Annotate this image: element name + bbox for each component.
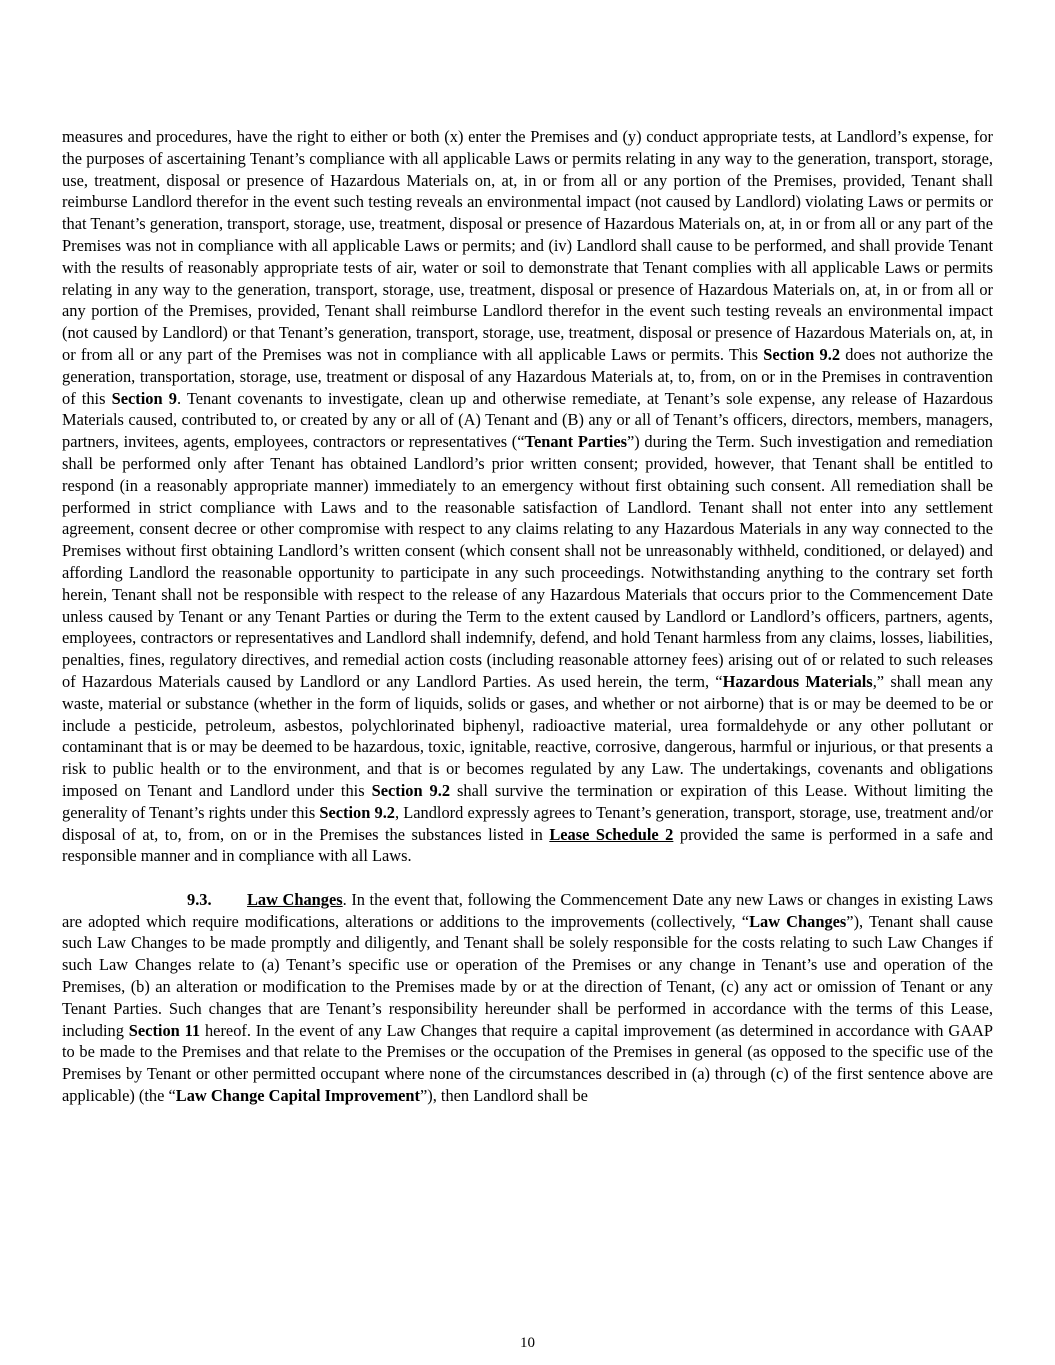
text-run: ”), then Landlord shall be bbox=[419, 1086, 588, 1106]
section-ref: Section 9 bbox=[111, 388, 177, 408]
defined-term: Law Changes bbox=[749, 911, 847, 931]
defined-term: Hazardous Materials bbox=[722, 671, 873, 691]
section-ref: Section 9.2 bbox=[371, 780, 451, 800]
text-run: . In the event that, following the Commencement Date any new Laws or changes in existing Laws are adopted which require modifications, alterations or additions to the improvements (collectively, “ bbox=[62, 889, 993, 931]
schedule-ref: Lease Schedule 2 bbox=[549, 824, 674, 844]
paragraph-9-2-continued bbox=[62, 126, 993, 867]
text-run: , Landlord expressly agrees to Tenant’s generation, transport, storage, use, treatment and/or disposal of at, to, from, on or in the Premises the substances listed in bbox=[62, 802, 994, 844]
text-run: does not authorize the generation, transportation, storage, use, treatment or disposal of any Hazardous Materials at, to, from, on or in the Premises in contravention of this bbox=[62, 344, 993, 408]
section-number: 9.3. bbox=[187, 889, 212, 909]
section-ref: Section 9.2 bbox=[763, 344, 841, 364]
text-run: ”) during the Term. Such investigation and remediation shall be performed only after Tenant has obtained Landlord’s prior written consent; provided, however, that Tenant shall be entitled to respond (in a reasonably appropriate manner) immediately to an emergency without first obtaining such consent. All remediation shall be performed in strict compliance with Laws and to the reasonable satisfaction of Landlord. Tenant shall not enter into any settlement agreement, consent decree or other compromise with respect to any claims relating to any Hazardous Materials in any way connected to the Premises without first obtaining Landlord’s written consent (which consent shall not be unreasonably withheld, conditioned, or delayed) and affording Landlord the reasonable opportunity to participate in any such proceedings. Notwithstanding anything to the contrary set forth herein, Tenant shall not be responsible with respect to the release of any Hazardous Materials that occurs prior to the Commencement Date unless caused by Tenant or any Tenant Parties or during the Term to the extent caused by Landlord or Landlord’s officers, partners, agents, employees, contractors or representatives and Landlord shall indemnify, defend, and hold Tenant harmless from any claims, losses, liabilities, penalties, fines, regulatory directives, and remedial action costs (including reasonable attorney fees) arising out of or related to such releases of Hazardous Materials caused by Landlord or any Landlord Parties. As used herein, the term, “ bbox=[62, 432, 993, 691]
body-text bbox=[62, 126, 993, 1107]
defined-term: Tenant Parties bbox=[524, 432, 627, 452]
section-heading: Law Changes bbox=[247, 889, 343, 909]
text-run: ”), Tenant shall cause such Law Changes to be made promptly and diligently, and Tenant shall be solely responsible for the costs relating to such Law Changes if such Law Changes relate to (a) Tenant’s specific use or operation of the Premises or any change in Tenant’s use and operation of the Premises, (b) an alteration or modification to the Premises made by or at the direction of Tenant, (c) any act or omission of Tenant or any Tenant Parties. Such changes that are Tenant’s responsibility hereunder shall be performed in accordance with the terms of this Lease, including bbox=[62, 911, 993, 1040]
page-number: 10 bbox=[520, 1335, 535, 1351]
text-run: measures and procedures, have the right to either or both (x) enter the Premises and (y) conduct appropriate tests, at Landlord’s expense, for the purposes of ascertaining Tenant’s compliance with all applicable Laws or permits relating in any way to the generation, transport, storage, use, treatment, disposal or presence of Hazardous Materials on, at, in or from all or any portion of the Premises, provided, Tenant shall reimburse Landlord therefor in the event such testing reveals an environmental impact (not caused by Landlord) violating Laws or permits or that Tenant’s generation, transport, storage, use, treatment, disposal or presence of Hazardous Materials on, at, in or from all or any part of the Premises was not in compliance with all applicable Laws or permits; and (iv) Landlord shall cause to be performed, and shall provide Tenant with the results of reasonably appropriate tests of air, water or soil to demonstrate that Tenant complies with all applicable Laws or permits relating in any way to the generation, transport, storage, use, treatment, disposal or presence of Hazardous Materials on, at, in or from all or any portion of the Premises, provided, Tenant shall reimburse Landlord therefor in the event such testing reveals an environmental impact (not caused by Landlord) or that Tenant’s generation, transport, storage, use, treatment, disposal or presence of Hazardous Materials on, at, in or from all or any part of the Premises was not in compliance with all applicable Laws or permits. This bbox=[62, 127, 993, 364]
section-ref: Section 11 bbox=[128, 1020, 201, 1040]
paragraph-9-3 bbox=[62, 889, 993, 1107]
text-run: hereof. In the event of any Law Changes that require a capital improvement (as determined in accordance with GAAP to be made to the Premises and that relate to the Premises or the occupation of the Premises in general (as opposed to the specific use of the Premises by Tenant or other permitted occupant where none of the circumstances described in (a) through (c) of the first sentence above are applicable) (the “ bbox=[62, 1020, 993, 1106]
text-run: ,” shall mean any waste, material or substance (whether in the form of liquids, solids or gases, and whether or not airborne) that is or may be deemed to be or include a pesticide, petroleum, asbestos, polychlorinated biphenyl, radioactive material, urea formaldehyde or any other pollutant or contaminant that is or may be deemed to be hazardous, toxic, ignitable, reactive, corrosive, dangerous, harmful or injurious, or that presents a risk to public health or to the environment, and that is or becomes regulated by any Law. The undertakings, covenants and obligations imposed on Tenant and Landlord under this bbox=[62, 671, 993, 800]
text-run: . Tenant covenants to investigate, clean up and otherwise remediate, at Tenant’s sole expense, any release of Hazardous Materials caused, contributed to, or created by any or all of (A) Tenant and (B) any or all of Tenant’s officers, directors, members, managers, partners, invitees, agents, employees, contractors or representatives (“ bbox=[62, 388, 993, 452]
section-ref: Section 9.2 bbox=[319, 802, 395, 822]
defined-term: Law Change Capital Improvement bbox=[175, 1086, 420, 1106]
text-run: provided the same is performed in a safe and responsible manner and in compliance with all Laws. bbox=[62, 824, 993, 866]
text-run: shall survive the termination or expiration of this Lease. Without limiting the generality of Tenant’s rights under this bbox=[62, 780, 993, 822]
